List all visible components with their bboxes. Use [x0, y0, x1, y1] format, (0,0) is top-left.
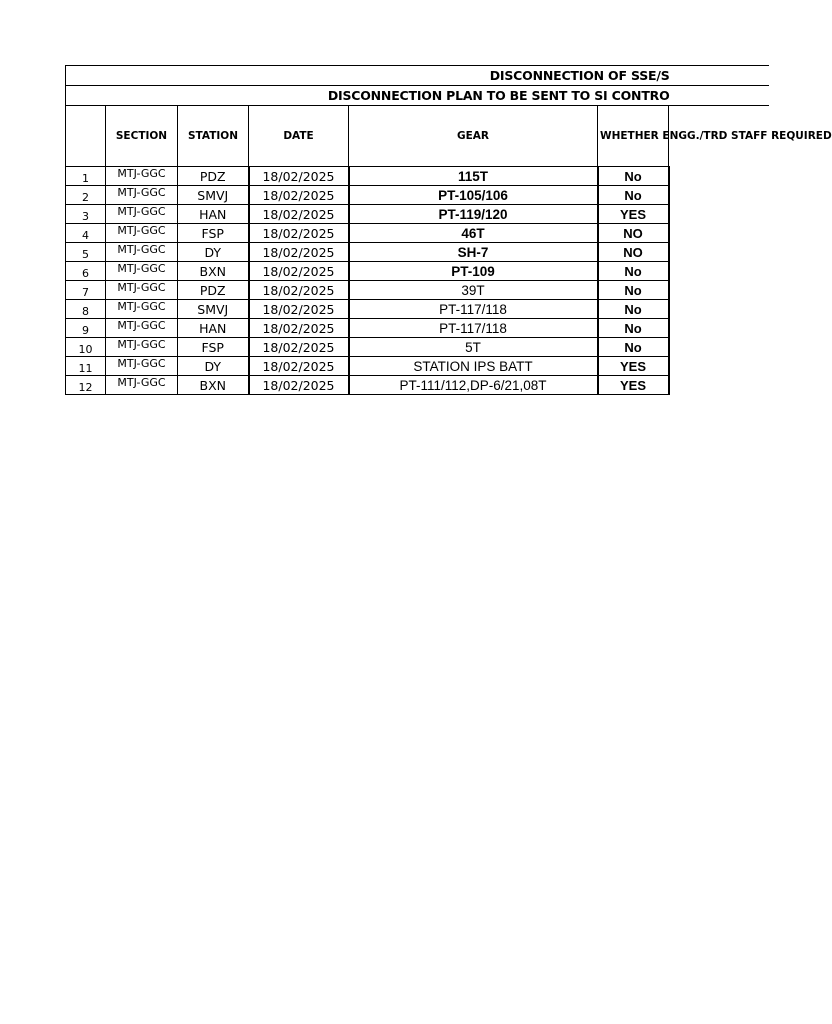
cell-staff-required[interactable]: NO [598, 224, 669, 243]
cell-section[interactable]: MTJ-GGC [106, 281, 178, 300]
cell-date[interactable]: 18/02/2025 [249, 224, 349, 243]
cell-date[interactable]: 18/02/2025 [249, 319, 349, 338]
cell-staff-required[interactable]: No [598, 186, 669, 205]
header-date[interactable]: DATE [249, 106, 349, 167]
cell-section[interactable]: MTJ-GGC [106, 205, 178, 224]
cell-gear[interactable]: SH-7 [349, 243, 598, 262]
cell-no[interactable]: 2 [66, 186, 106, 205]
cell-gear[interactable]: PT-119/120 [349, 205, 598, 224]
cell-station[interactable]: PDZ [178, 167, 249, 186]
cell-staff-required[interactable]: YES [598, 376, 669, 395]
table-row [66, 243, 769, 262]
table-row [66, 186, 769, 205]
cell-overflow[interactable] [669, 262, 769, 281]
cell-gear[interactable]: PT-109 [349, 262, 598, 281]
cell-no[interactable]: 5 [66, 243, 106, 262]
cell-section[interactable]: MTJ-GGC [106, 224, 178, 243]
cell-overflow[interactable] [669, 300, 769, 319]
cell-section[interactable]: MTJ-GGC [106, 338, 178, 357]
header-gear[interactable]: GEAR [349, 106, 598, 167]
cell-staff-required[interactable]: No [598, 300, 669, 319]
cell-station[interactable]: SMVJ [178, 300, 249, 319]
table-row [66, 319, 769, 338]
title-cell-2[interactable] [66, 86, 769, 106]
cell-staff-required[interactable]: NO [598, 243, 669, 262]
cell-gear[interactable]: 5T [349, 338, 598, 357]
cell-station[interactable]: FSP [178, 338, 249, 357]
cell-gear[interactable]: PT-105/106 [349, 186, 598, 205]
cell-gear[interactable]: 46T [349, 224, 598, 243]
cell-staff-required[interactable]: No [598, 281, 669, 300]
cell-no[interactable]: 1 [66, 167, 106, 186]
cell-date[interactable]: 18/02/2025 [249, 357, 349, 376]
cell-date[interactable]: 18/02/2025 [249, 281, 349, 300]
cell-station[interactable]: FSP [178, 224, 249, 243]
cell-section[interactable]: MTJ-GGC [106, 262, 178, 281]
cell-gear[interactable]: PT-117/118 [349, 300, 598, 319]
header-row [66, 106, 769, 167]
title-row-2 [66, 86, 769, 106]
table-row [66, 357, 769, 376]
cell-no[interactable]: 11 [66, 357, 106, 376]
header-station[interactable]: STATION [178, 106, 249, 167]
cell-overflow[interactable] [669, 243, 769, 262]
cell-date[interactable]: 18/02/2025 [249, 243, 349, 262]
cell-staff-required[interactable]: YES [598, 357, 669, 376]
cell-staff-required[interactable]: No [598, 167, 669, 186]
cell-date[interactable]: 18/02/2025 [249, 300, 349, 319]
cell-overflow[interactable] [669, 357, 769, 376]
table-row [66, 205, 769, 224]
title-line-2: DISCONNECTION PLAN TO BE SENT TO SI CONTRO [327, 88, 670, 103]
cell-overflow[interactable] [669, 186, 769, 205]
cell-gear[interactable]: STATION IPS BATT [349, 357, 598, 376]
table-row [66, 376, 769, 395]
cell-no[interactable]: 9 [66, 319, 106, 338]
cell-station[interactable]: PDZ [178, 281, 249, 300]
title-line-1: DISCONNECTION OF SSE/S [489, 68, 670, 83]
cell-station[interactable]: BXN [178, 376, 249, 395]
cell-no[interactable]: 12 [66, 376, 106, 395]
cell-staff-required[interactable]: No [598, 338, 669, 357]
cell-gear[interactable]: PT-117/118 [349, 319, 598, 338]
cell-station[interactable]: HAN [178, 319, 249, 338]
title-row-1 [66, 66, 769, 86]
cell-station[interactable]: HAN [178, 205, 249, 224]
cell-staff-required[interactable]: No [598, 262, 669, 281]
cell-no[interactable]: 6 [66, 262, 106, 281]
cell-station[interactable]: DY [178, 243, 249, 262]
cell-overflow[interactable] [669, 167, 769, 186]
table-row [66, 300, 769, 319]
cell-date[interactable]: 18/02/2025 [249, 205, 349, 224]
cell-date[interactable]: 18/02/2025 [249, 167, 349, 186]
cell-date[interactable]: 18/02/2025 [249, 262, 349, 281]
cell-station[interactable]: DY [178, 357, 249, 376]
cell-no[interactable]: 7 [66, 281, 106, 300]
disconnection-table [65, 65, 832, 395]
cell-no[interactable]: 8 [66, 300, 106, 319]
cell-section[interactable]: MTJ-GGC [106, 243, 178, 262]
header-no[interactable] [66, 106, 106, 167]
cell-section[interactable]: MTJ-GGC [106, 357, 178, 376]
cell-date[interactable]: 18/02/2025 [249, 376, 349, 395]
header-staff-required[interactable]: WHETHER ENGG./TRD STAFF REQUIRED [598, 106, 669, 167]
table-row [66, 167, 769, 186]
header-section[interactable]: SECTION [106, 106, 178, 167]
cell-overflow[interactable] [669, 224, 769, 243]
cell-gear[interactable]: 115T [349, 167, 598, 186]
cell-station[interactable]: BXN [178, 262, 249, 281]
cell-no[interactable]: 4 [66, 224, 106, 243]
cell-section[interactable]: MTJ-GGC [106, 167, 178, 186]
cell-station[interactable]: SMVJ [178, 186, 249, 205]
spreadsheet-sheet [65, 65, 832, 395]
cell-gear[interactable]: 39T [349, 281, 598, 300]
cell-overflow[interactable] [669, 281, 769, 300]
cell-date[interactable]: 18/02/2025 [249, 186, 349, 205]
cell-overflow[interactable] [669, 338, 769, 357]
cell-gear[interactable]: PT-111/112,DP-6/21,08T [349, 376, 598, 395]
table-row [66, 281, 769, 300]
cell-section[interactable]: MTJ-GGC [106, 376, 178, 395]
title-cell-1[interactable] [66, 66, 769, 86]
cell-section[interactable]: MTJ-GGC [106, 186, 178, 205]
table-row [66, 224, 769, 243]
table-row [66, 338, 769, 357]
cell-overflow[interactable] [669, 319, 769, 338]
cell-no[interactable]: 10 [66, 338, 106, 357]
cell-overflow[interactable] [669, 205, 769, 224]
cell-staff-required[interactable]: No [598, 319, 669, 338]
cell-overflow[interactable] [669, 376, 769, 395]
cell-section[interactable]: MTJ-GGC [106, 300, 178, 319]
cell-staff-required[interactable]: YES [598, 205, 669, 224]
table-row [66, 262, 769, 281]
cell-date[interactable]: 18/02/2025 [249, 338, 349, 357]
cell-section[interactable]: MTJ-GGC [106, 319, 178, 338]
cell-no[interactable]: 3 [66, 205, 106, 224]
